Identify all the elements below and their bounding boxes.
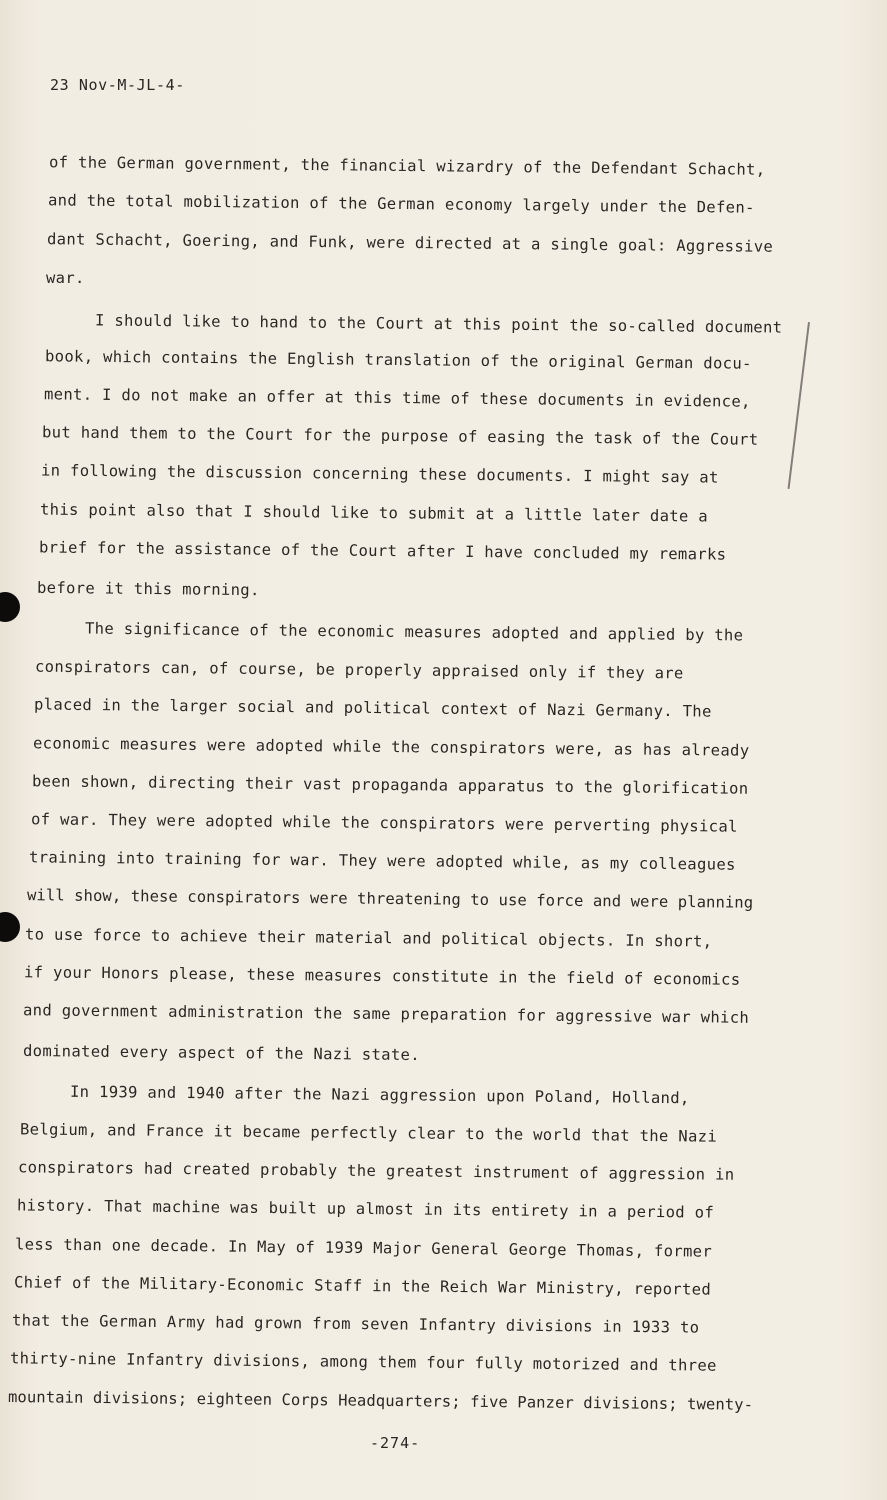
text-line: this point also that I should like to submit at a little later date a xyxy=(39,500,709,526)
text-line: that the German Army had grown from seven Infantry divisions in 1933 to xyxy=(11,1311,700,1337)
text-line: mountain divisions; eighteen Corps Headquarters; five Panzer divisions; twenty- xyxy=(7,1387,754,1414)
text-line: in following the discussion concerning these documents. I might say at xyxy=(40,461,719,487)
text-line: brief for the assistance of the Court after I have concluded my remarks xyxy=(38,538,727,564)
page-number: -274- xyxy=(370,1434,421,1452)
text-line: before it this morning. xyxy=(36,578,260,600)
text-line: of the German government, the financial wizardry of the Defendant Schacht, xyxy=(48,153,766,179)
text-line: book, which contains the English translation of the original German docu- xyxy=(44,347,752,373)
text-line: dant Schacht, Goering, and Funk, were directed at a single goal: Aggressive xyxy=(46,230,774,256)
text-line: I should like to hand to the Court at this point the so-called document xyxy=(94,311,783,337)
text-line: ment. I do not make an offer at this time of these documents in evidence, xyxy=(43,385,751,411)
text-line: placed in the larger social and political context of Nazi Germany. The xyxy=(33,695,712,721)
text-line: conspirators had created probably the greatest instrument of aggression in xyxy=(17,1158,735,1184)
text-line: and the total mobilization of the German economy largely under the Defen- xyxy=(47,191,755,217)
text-line: conspirators can, of course, be properly appraised only if they are xyxy=(34,657,684,683)
text-line: been shown, directing their vast propaganda apparatus to the glorification xyxy=(31,772,749,798)
binder-hole-bottom xyxy=(0,912,20,942)
text-line: Belgium, and France it became perfectly clear to the world that the Nazi xyxy=(19,1120,718,1146)
text-line: Chief of the Military-Economic Staff in the Reich War Ministry, reported xyxy=(13,1273,712,1299)
text-line: of war. They were adopted while the conspirators were perverting physical xyxy=(30,810,738,836)
text-line: training into training for war. They were adopted while, as my colleagues xyxy=(28,848,736,874)
text-line: history. That machine was built up almost in its entirety in a period of xyxy=(16,1196,715,1222)
binder-hole-top xyxy=(0,592,20,622)
text-line: economic measures were adopted while the conspirators were, as has already xyxy=(32,734,750,760)
text-line: if your Honors please, these measures constitute in the field of economics xyxy=(23,963,741,989)
text-line: In 1939 and 1940 after the Nazi aggression upon Poland, Holland, xyxy=(69,1082,690,1108)
text-line: and government administration the same preparation for aggressive war which xyxy=(22,1001,750,1027)
text-line: will show, these conspirators were threatening to use force and were planning xyxy=(26,886,754,912)
page-header: 23 Nov-M-JL-4- xyxy=(50,76,185,94)
text-line: dominated every aspect of the Nazi state. xyxy=(22,1041,421,1065)
text-line: less than one decade. In May of 1939 Major General George Thomas, former xyxy=(14,1235,713,1261)
text-line: to use force to achieve their material and political objects. In short, xyxy=(24,925,713,951)
text-line: The significance of the economic measures adopted and applied by the xyxy=(84,619,744,645)
text-line: war. xyxy=(46,269,85,287)
text-line: thirty-nine Infantry divisions, among them four fully motorized and three xyxy=(9,1349,717,1375)
margin-pencil-mark xyxy=(788,322,810,489)
text-line: but hand them to the Court for the purpose of easing the task of the Court xyxy=(41,423,759,449)
